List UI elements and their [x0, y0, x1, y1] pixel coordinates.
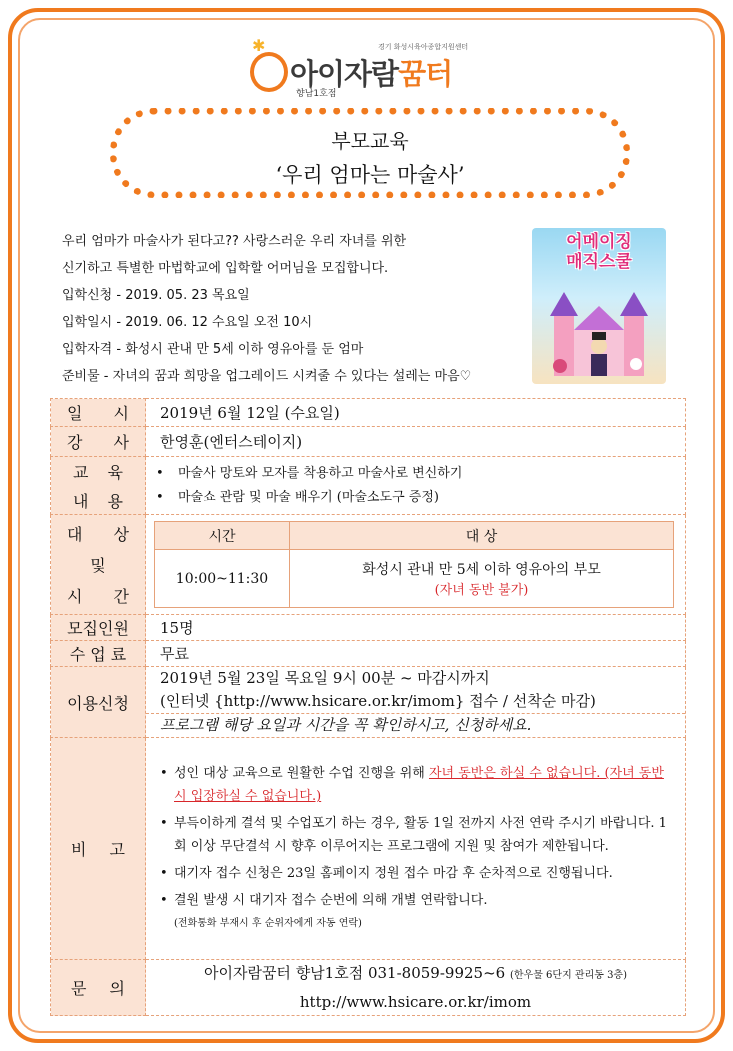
- poster-image: [532, 228, 666, 384]
- list-item: • 마술사 망토와 모자를 착용하고 마술사로 변신하기: [156, 462, 685, 486]
- note-item: • 성인 대상 교육으로 원활한 수업 진행을 위해 자녀 동반은 하실 수 없습니다. (자녀 동반 시 입장하실 수 없습니다.): [160, 766, 664, 804]
- label-target-c: 및: [90, 556, 106, 575]
- col-time: 시간: [155, 522, 290, 550]
- logo-org: 경기 화성시육아종합지원센터: [378, 43, 469, 51]
- logo-title-part1: 아이자람: [290, 57, 399, 91]
- note4-small: (전화통화 부재시 후 순위자에게 자동 연락): [174, 918, 362, 929]
- list-item: • 마술쇼 관람 및 마술 배우기 (마술소도구 증정): [156, 486, 685, 510]
- poster-title-line1: 어메이징: [566, 232, 632, 252]
- label-fee: 수 업 료: [51, 641, 146, 667]
- fee-value: 무료: [146, 641, 686, 667]
- face-icon: [250, 52, 288, 92]
- label-contact-a: 문: [71, 979, 87, 998]
- title-line1: 부모교육: [331, 129, 409, 153]
- row-fee: [51, 641, 686, 667]
- intro-line2: 신기하고 특별한 마법학교에 입학할 어머님을 모집합니다.: [62, 261, 389, 276]
- label-lecturer-b: 사: [113, 433, 129, 452]
- intro-qualify: 입학자격 - 화성시 관내 만 5세 이하 영유아를 둔 엄마: [62, 342, 364, 357]
- label-content-a: 교: [73, 462, 89, 482]
- label-target-d: 시: [67, 587, 83, 606]
- label-content-b: 육: [107, 462, 123, 482]
- schedule-table: [154, 521, 674, 608]
- row-apply: [51, 667, 686, 738]
- content-list: [156, 462, 685, 510]
- logo: [250, 38, 495, 100]
- time-value: 10:00~11:30: [155, 550, 290, 608]
- row-notes: [51, 738, 686, 960]
- label-content-c: 내: [73, 491, 89, 511]
- star-icon: ✱: [252, 36, 266, 55]
- contact-line1: 아이자람꿈터 향남1호점 031-8059-9925~6: [203, 964, 506, 982]
- row-target: [51, 515, 686, 615]
- label-target-b: 상: [113, 525, 129, 544]
- capacity-value: 15명: [146, 615, 686, 641]
- intro-line1: 우리 엄마가 마술사가 된다고?? 사랑스러운 우리 자녀를 위한: [62, 234, 407, 249]
- label-lecturer-a: 강: [67, 433, 83, 452]
- row-content: [51, 457, 686, 515]
- note1-red: 자녀 동반은 하실 수 없습니다. (자녀 동반 시 입장하실 수 없습니다.): [174, 766, 664, 804]
- label-notes-a: 비: [71, 840, 87, 859]
- note3-text: 대기자 접수 신청은 23일 홈페이지 정원 접수 마감 후 순차적으로 진행됩니다.: [174, 866, 613, 881]
- col-target: 대 상: [290, 522, 674, 550]
- info-table: [50, 398, 686, 1016]
- castle-illustration: [544, 286, 654, 376]
- note-item: • 부득이하게 결석 및 수업포기 하는 경우, 활동 1일 전까지 사전 연락 주시기 바랍니다. 1회 이상 무단결석 시 향후 이루어지는 프로그램에 지원 및 참여가 제한됩니다.: [160, 812, 673, 858]
- lecturer-value: 한영훈(엔터스테이지): [146, 427, 686, 457]
- intro-text: [62, 228, 532, 390]
- label-date-b: 시: [113, 404, 129, 423]
- row-contact: [51, 960, 686, 1016]
- date-value: 2019년 6월 12일 (수요일): [146, 399, 686, 427]
- label-target-e: 간: [113, 587, 129, 606]
- label-date-a: 일: [67, 404, 83, 423]
- note4-text: 결원 발생 시 대기자 접수 순번에 의해 개별 연락합니다.: [174, 893, 488, 908]
- contact-url[interactable]: http://www.hsicare.or.kr/imom: [299, 993, 532, 1011]
- apply-line2: (인터넷 {http://www.hsicare.or.kr/imom} 접수 / 선착순 마감): [160, 692, 596, 710]
- label-target-a: 대: [67, 525, 83, 544]
- label-apply: 이용신청: [51, 667, 146, 738]
- intro-apply: 입학신청 - 2019. 05. 23 목요일: [62, 288, 250, 303]
- intro-prep: 준비물 - 자녀의 꿈과 희망을 업그레이드 시켜줄 수 있다는 설레는 마음♡: [62, 369, 472, 384]
- label-capacity: 모집인원: [51, 615, 146, 641]
- intro-date: 입학일시 - 2019. 06. 12 수요일 오전 10시: [62, 315, 313, 330]
- poster-title: [532, 232, 666, 272]
- poster-title-line2: 매직스쿨: [566, 252, 632, 272]
- note1-text: 성인 대상 교육으로 원활한 수업 진행을 위해: [174, 766, 429, 781]
- target-note: (자녀 동반 불가): [434, 583, 529, 598]
- notes-list: [146, 758, 685, 939]
- row-date: [51, 399, 686, 427]
- title-box: [110, 108, 630, 198]
- logo-branch: 향남1호점: [296, 89, 337, 99]
- note-item: • 대기자 접수 신청은 23일 홈페이지 정원 접수 마감 후 순차적으로 진행됩니다.: [160, 862, 673, 885]
- label-content-d: 용: [107, 491, 123, 511]
- title-line2: ‘우리 엄마는 마술사’: [275, 163, 465, 187]
- contact-address: (한우물 6단지 관리동 3층): [509, 970, 627, 981]
- label-contact-b: 의: [109, 979, 125, 998]
- row-lecturer: [51, 427, 686, 457]
- label-notes-b: 고: [109, 840, 125, 859]
- logo-title-part2: 꿈터: [398, 57, 453, 91]
- apply-line3: 프로그램 해당 요일과 시간을 꼭 확인하시고, 신청하세요.: [146, 713, 685, 737]
- note2-text: 부득이하게 결석 및 수업포기 하는 경우, 활동 1일 전까지 사전 연락 주시기 바랍니다. 1회 이상 무단결석 시 향후 이루어지는 프로그램에 지원 및 참여가 제한됩니다.: [174, 816, 667, 854]
- note-item: • 결원 발생 시 대기자 접수 순번에 의해 개별 연락합니다.: [160, 889, 673, 912]
- apply-line1: 2019년 5월 23일 목요일 9시 00분 ~ 마감시까지: [160, 669, 490, 687]
- target-value: 화성시 관내 만 5세 이하 영유아의 부모: [362, 562, 601, 578]
- row-capacity: [51, 615, 686, 641]
